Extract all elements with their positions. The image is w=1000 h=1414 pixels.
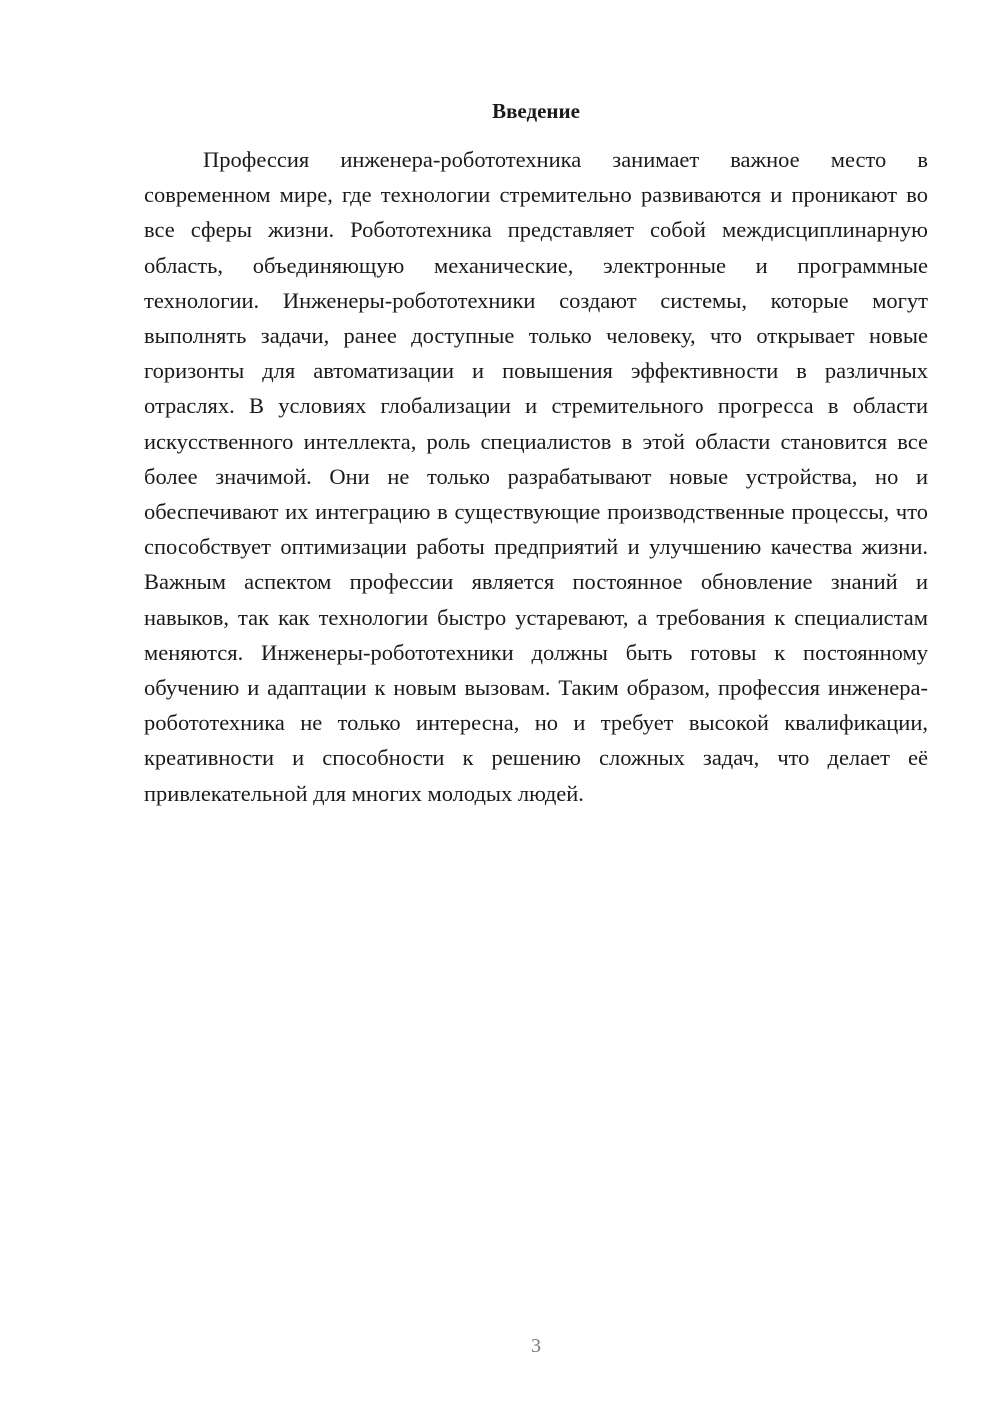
section-heading: Введение [492, 99, 580, 123]
body-paragraph: Профессия инженера-робототехника занимает важное место в современном мире, где технологии стремительно развиваются и проникают во все сферы жизни. Робототехника представляет собой междисциплинарную область, объединяющую механические, электронные и программные технологии. Инженеры-робототехники создают системы, которые могут выполнять задачи, ранее доступные только человеку, что открывает новые горизонты для автоматизации и повышения эффективности в различных отраслях. В условиях глобализации и стремительного прогресса в области искусственного интеллекта, роль специалистов в этой области становится все более значимой. Они не только разрабатывают новые устройства, но и обеспечивают их интеграцию в существующие производственные процессы, что способствует оптимизации работы предприятий и улучшению качества жизни. Важным аспектом профессии является постоянное обновление знаний и навыков, так как технологии быстро устаревают, а требования к специалистам меняются. Инженеры-робототехники должны быть готовы к постоянному обучению и адаптации к новым вызовам. Таким образом, профессия инженера-робототехника не только интересна, но и требует высокой квалификации, креативности и способности к решению сложных задач, что делает её привлекательной для многих молодых людей. [144, 147, 928, 806]
page-number: 3 [531, 1335, 541, 1357]
